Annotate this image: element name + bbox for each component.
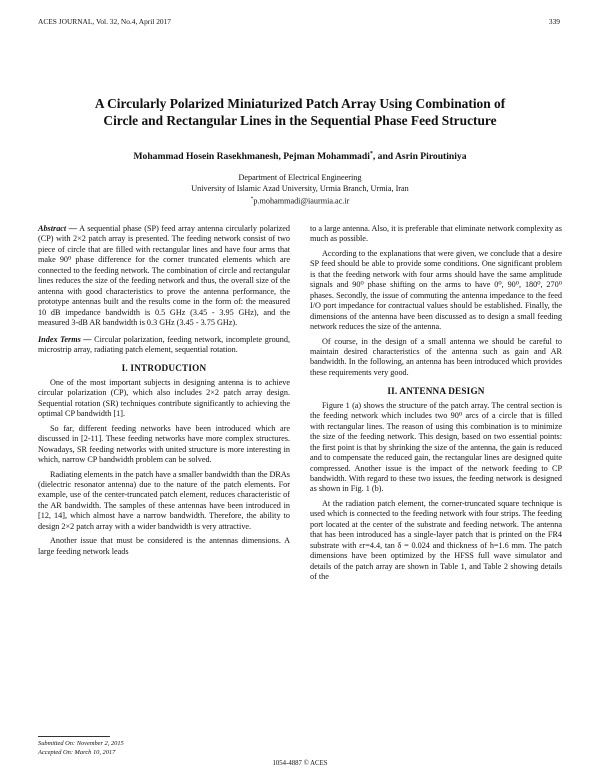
intro-paragraph: Another issue that must be considered is the antennas dimensions. A large feeding network leads (38, 536, 290, 556)
intro-paragraph: Radiating elements in the patch have a smaller bandwidth than the DRAs (dielectric resonator antenna) due to the nature of the patch elements. For example, use of the center-truncated patch element, reduces characteristic of the AR bandwidth. The samples of these antennas have been introduced in [12, 14], which almost have a narrow bandwidth. Therefore, the ability to design 2×2 patch array with a wider bandwidth is very attractive. (38, 469, 290, 531)
corresponding-mark: * (369, 151, 373, 157)
body-paragraph: Of course, in the design of a small antenna we should be careful to maintain desired characteristics of the antenna such as gain and AR bandwidth. In the following, an antenna has been introduced which provides these requirements very good. (310, 336, 562, 377)
body-paragraph: to a large antenna. Also, it is preferable that eliminate network complexity as much as possible. (310, 224, 562, 244)
section-heading-antenna-design: II. ANTENNA DESIGN (387, 386, 485, 397)
email-mark: * (250, 196, 254, 202)
accepted-date: Accepted On: March 10, 2017 (38, 749, 116, 756)
body-paragraph: According to the explanations that were given, we conclude that a desire SP feed should be able to provide some conditions. One significant problem is that the feeding network with four arms should have the same amplitude signals and 90⁰ phase shifting on the arms to have 0⁰, 90⁰, 180⁰, 270⁰ phases. Secondly, the issue of commuting the antenna impedance to the feed I/O port impedance for contractual values should be established. Finally, the dimensions of the antenna have been discussed as to design a small feeding network reduces the size of the antenna. (310, 248, 562, 332)
department: Department of Electrical Engineering (238, 173, 362, 182)
authors-part-1: Mohammad Hosein Rasekhmanesh, Pejman Mohammadi (133, 151, 370, 163)
email: p.mohammadi@iaurmia.ac.ir (253, 196, 350, 206)
index-terms (38, 335, 290, 356)
affiliation (40, 173, 560, 207)
title-line-2: Circle and Rectangular Lines in the Sequential Phase Feed Structure (103, 113, 497, 128)
index-terms-text: Circular polarization, feeding network, incomplete ground, microstrip array, radiating patch element, sequential rotation. (38, 334, 290, 354)
paper-title (40, 95, 560, 129)
abstract-label: Abstract — (38, 224, 77, 233)
right-column (310, 224, 562, 587)
university: University of Islamic Azad University, Urmia Branch, Urmia, Iran (191, 183, 409, 193)
authors-part-2: , and Asrin Piroutiniya (372, 151, 467, 163)
intro-paragraph: So far, different feeding networks have been introduced which are discussed in [2-11]. These feeding networks have more complex structures. Nowadays, SR feeding networks with united structure is more interesting in which, narrow CP bandwidth problem can be solved. (38, 423, 290, 465)
page-number: 339 (548, 17, 560, 26)
author-list (40, 151, 560, 162)
intro-paragraph: One of the most important subjects in designing antenna is to achieve circular polarization (CP), which also includes 2×2 patch array design. Sequential rotation (SR) techniques contribute significantly to achieving the optimal CP bandwidth [1]. (38, 377, 290, 419)
footnote-divider (38, 736, 110, 737)
submitted-date: Submitted On: November 2, 2015 (38, 740, 124, 747)
left-column (38, 224, 290, 561)
journal-header: ACES JOURNAL, Vol. 32, No.4, April 2017 (38, 17, 171, 26)
design-paragraph: Figure 1 (a) shows the structure of the patch array. The central section is the feeding network which includes two 90⁰ arcs of a circle that is filled with rectangular lines. The reason of using this combination is to minimize the size of the feeding network. This design, based on two essential points: the first point is that by shrinking the size of the antenna, the gain is reduced and to compensate the reduced gain, the rectangular lines are designed quite compressed. Another issue is the impact of the network feeding to CP bandwidth. With regard to these two issues, the feeding network is designed as shown in Fig. 1 (b). (310, 400, 562, 494)
title-line-1: A Circularly Polarized Miniaturized Patch Array Using Combination of (94, 96, 506, 111)
email-line (40, 194, 560, 207)
design-paragraph: At the radiation patch element, the corner-truncated square technique is used which is connected to the feeding network with four strips. The feeding port located at the center of the substrate and feeding network. The antenna that has been introduced has a single-layer patch that is printed on the FR4 substrate with εr=4.4, tan δ = 0.024 and thickness of h=1.6 mm. The patch dimensions have been optimized by the HFSS full wave simulator and details of the patch array are shown in Table 1, and Table 2 showing details of the (310, 498, 562, 582)
index-terms-label: Index Terms — (38, 334, 92, 344)
issn-footer: 1054-4887 © ACES (272, 760, 328, 767)
abstract-text: A sequential phase (SP) feed array antenna circularly polarized (CP) with 2×2 patch array is presented. The feeding network consist of two piece of circle that are filled with rectangular lines and have four arms that make 90⁰ phase difference for the corner truncated elements which are connected to the feeding network. The combination of circle and rectangular lines reduces the size of the feeding network and thus, the overall size of the antenna with good characteristics to prove the antenna performance, the prototype antennas built and the results come in the form of: the measured 10 dB impedance bandwidth is 0.5 GHz (3.45 - 3.95 GHz), and the measured 3-dB AR bandwidth is 0.3 GHz (3.45 - 3.75 GHz). (38, 224, 290, 328)
section-heading-introduction: I. INTRODUCTION (121, 363, 207, 374)
abstract (38, 224, 290, 329)
